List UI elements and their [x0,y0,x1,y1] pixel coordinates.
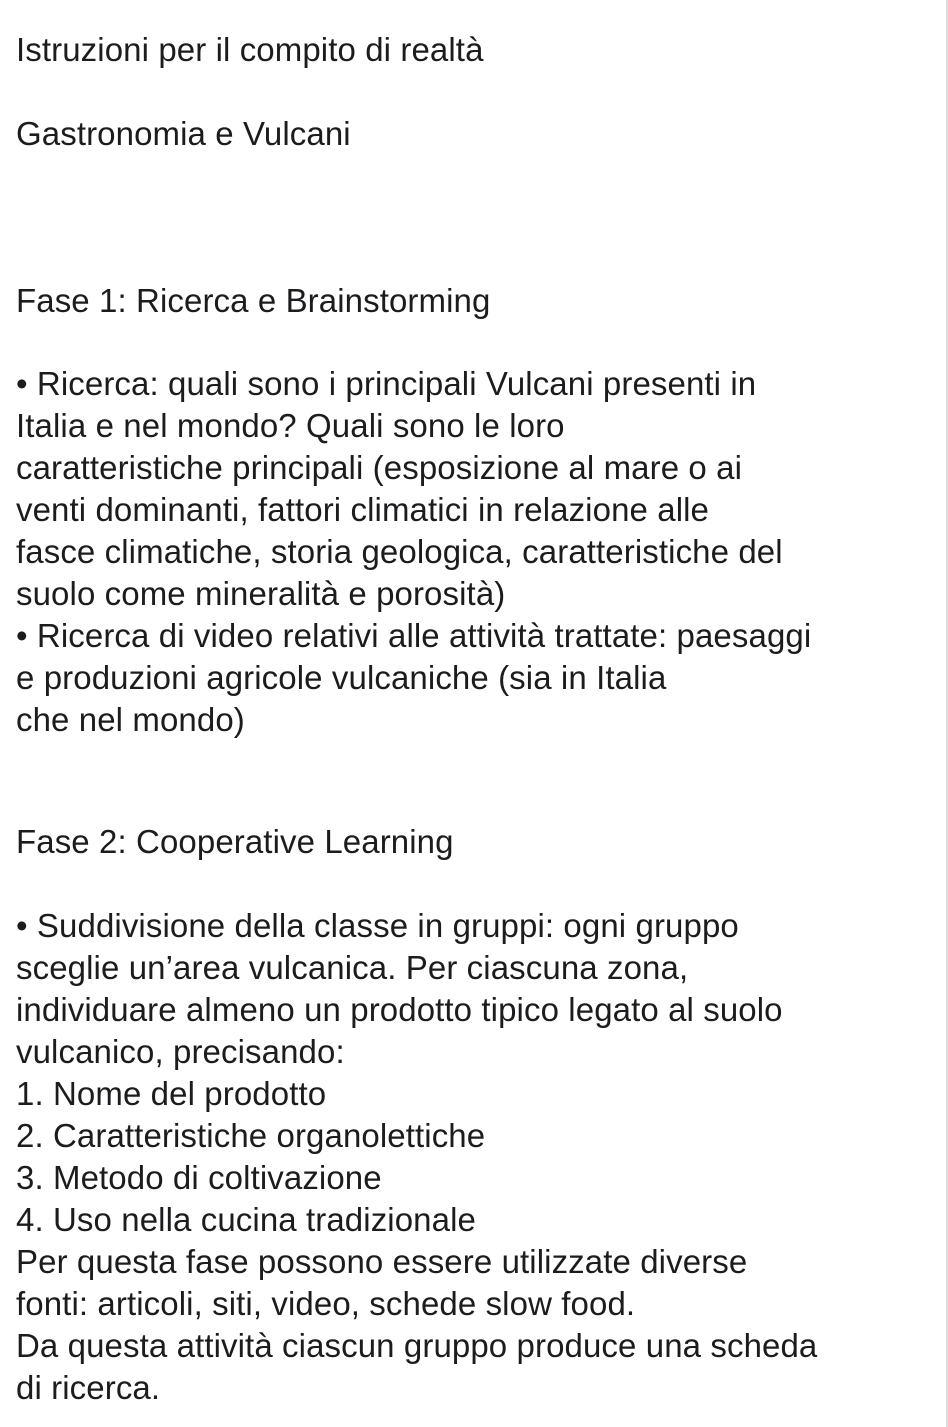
phase1-line: fasce climatiche, storia geologica, caratteristiche del [16,533,783,570]
phase1-heading: Fase 1: Ricerca e Brainstorming [16,282,491,319]
phase1-line: e produzioni agricole vulcaniche (sia in Italia [16,659,667,696]
document-subtitle: Gastronomia e Vulcani [16,115,351,152]
phase2-list-item: 1. Nome del prodotto [16,1075,327,1112]
phase2-list-item: 3. Metodo di coltivazione [16,1159,382,1196]
phase1-line: • Ricerca di video relativi alle attività trattate: paesaggi [16,617,812,654]
phase2-list-item: 4. Uso nella cucina tradizionale [16,1201,476,1238]
phase1-line: • Ricerca: quali sono i principali Vulcani presenti in [16,365,757,402]
phase1-line: caratteristiche principali (esposizione al mare o ai [16,449,743,486]
phase2-line: individuare almeno un prodotto tipico legato al suolo [16,991,783,1028]
phase2-line: vulcanico, precisando: [16,1033,345,1070]
phase1-line: che nel mondo) [16,701,245,738]
phase1-line: Italia e nel mondo? Quali sono le loro [16,407,565,444]
phase2-list-item: 2. Caratteristiche organolettiche [16,1117,486,1154]
phase2-heading: Fase 2: Cooperative Learning [16,823,454,860]
phase2-line: fonti: articoli, siti, video, schede slow food. [16,1285,636,1322]
phase2-line: sceglie un’area vulcanica. Per ciascuna zona, [16,949,689,986]
phase2-line: di ricerca. [16,1369,161,1406]
phase1-line: suolo come mineralità e porosità) [16,575,506,612]
phase2-line: • Suddivisione della classe in gruppi: ogni gruppo [16,907,739,944]
phase2-line: Da questa attività ciascun gruppo produce una scheda [16,1327,818,1364]
phase2-line: Per questa fase possono essere utilizzate diverse [16,1243,748,1280]
phase1-line: venti dominanti, fattori climatici in relazione alle [16,491,710,528]
document-title: Istruzioni per il compito di realtà [16,31,484,68]
